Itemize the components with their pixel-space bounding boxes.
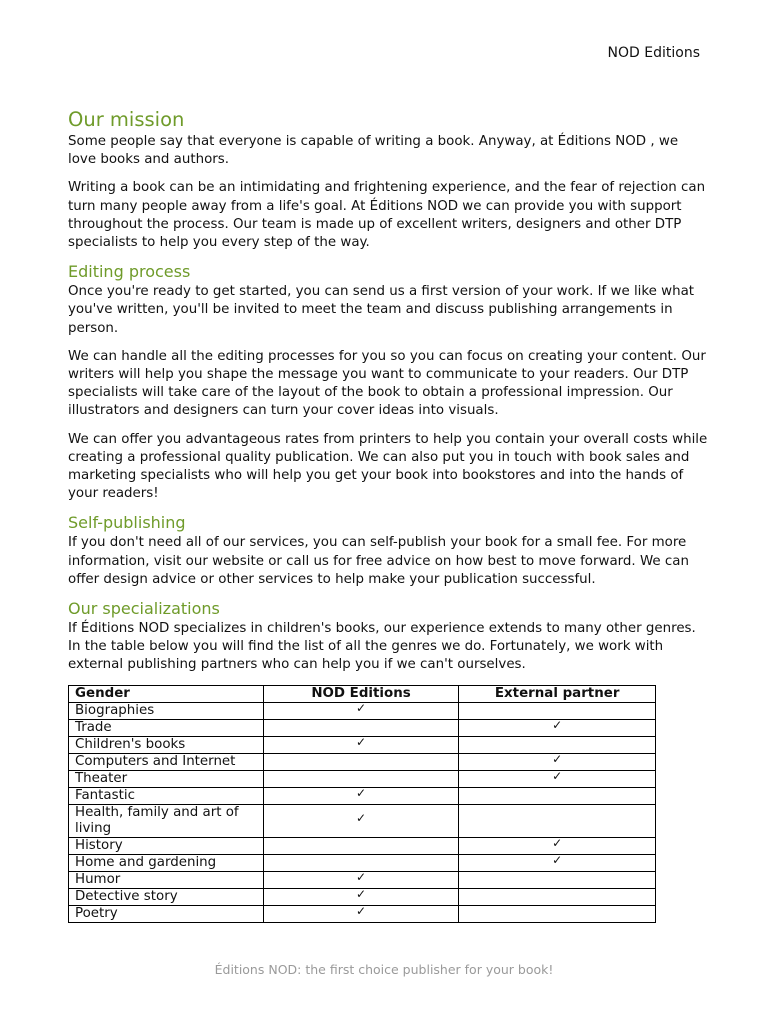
- check-icon: ✓: [552, 751, 563, 766]
- specializations-section: [68, 599, 708, 923]
- external-check-cell: [459, 804, 656, 837]
- header-gender: Gender: [69, 685, 264, 702]
- external-check-cell: [459, 719, 656, 736]
- nod-check-cell: [263, 804, 459, 837]
- check-icon: ✓: [355, 903, 367, 918]
- check-icon: ✓: [355, 734, 367, 749]
- editing-section: [68, 262, 708, 503]
- table-row: [69, 837, 656, 854]
- editing-heading: Editing process: [68, 262, 191, 282]
- external-check-cell: [459, 770, 656, 787]
- nod-check-cell: [263, 905, 459, 922]
- check-icon: ✓: [355, 810, 367, 825]
- header-external-partner: External partner: [459, 685, 656, 702]
- table-row: [69, 736, 656, 753]
- page-header: NOD Editions: [607, 45, 700, 61]
- external-check-cell: [459, 905, 656, 922]
- genre-cell: Poetry: [69, 905, 264, 922]
- self-publishing-heading: Self-publishing: [68, 513, 186, 533]
- mission-paragraph-2: Writing a book can be an intimidating and frightening experience, and the fear of rejection can turn many people away from a life's goal. At Éditions NOD we can provide you with support throughout the process. Our team is made up of excellent writers, designers and other DTP specialists to help you every step of the way.: [68, 180, 706, 251]
- external-check-cell: [459, 787, 656, 804]
- genre-cell: Humor: [69, 871, 264, 888]
- mission-heading: Our mission: [68, 108, 185, 131]
- genre-cell: Children's books: [69, 736, 264, 753]
- genre-cell: Theater: [69, 770, 264, 787]
- check-icon: ✓: [355, 869, 367, 884]
- check-icon: ✓: [355, 785, 367, 800]
- table-row: [69, 787, 656, 804]
- genre-cell: Home and gardening: [69, 854, 264, 871]
- nod-check-cell: [263, 736, 459, 753]
- page-footer: Éditions NOD: the first choice publisher for your book!: [214, 962, 554, 977]
- genre-cell: Biographies: [69, 702, 264, 719]
- genre-cell: Health, family and art of living: [69, 804, 264, 837]
- genres-table: [68, 685, 656, 923]
- check-icon: ✓: [552, 852, 563, 867]
- nod-check-cell: [263, 837, 459, 854]
- genre-cell: Detective story: [69, 888, 264, 905]
- specializations-paragraph: If Éditions NOD specializes in children's books, our experience extends to many other genres. In the table below you will find the list of all the genres we do. Fortunately, we work with external publishing partners who can help you if we can't ourselves.: [68, 621, 696, 673]
- nod-check-cell: [263, 787, 459, 804]
- external-check-cell: [459, 888, 656, 905]
- specializations-heading: Our specializations: [68, 599, 220, 619]
- table-row: [69, 753, 656, 770]
- genre-cell: History: [69, 837, 264, 854]
- table-row: [69, 804, 656, 837]
- external-check-cell: [459, 854, 656, 871]
- nod-check-cell: [263, 702, 459, 719]
- check-icon: ✓: [552, 835, 563, 850]
- editing-paragraph-3: We can offer you advantageous rates from printers to help you contain your overall costs while creating a professional quality publication. We can also put you in touch with book sales and marketing specialists who will help you get your book into bookstores and into the hands of your readers!: [68, 431, 708, 502]
- table-row: [69, 905, 656, 922]
- check-icon: ✓: [355, 886, 367, 901]
- mission-paragraph-1: Some people say that everyone is capable of writing a book. Anyway, at Éditions NOD , we love books and authors.: [68, 134, 679, 168]
- external-check-cell: [459, 871, 656, 888]
- check-icon: ✓: [552, 768, 563, 783]
- header-nod-editions: NOD Editions: [263, 685, 459, 702]
- table-row: [69, 702, 656, 719]
- self-publishing-section: [68, 513, 708, 589]
- mission-section: [68, 108, 708, 252]
- nod-check-cell: [263, 753, 459, 770]
- editing-paragraph-2: We can handle all the editing processes for you so you can focus on creating your content. Our writers will help you shape the message you want to communicate to your readers. Our DTP specialists will take care of the layout of the book to obtain a professional impression. Our illustrators and designers can turn your cover ideas into visuals.: [68, 348, 706, 419]
- editing-paragraph-1: Once you're ready to get started, you can send us a first version of your work. If we like what you've written, you'll be invited to meet the team and discuss publishing arrangements in person.: [68, 284, 695, 336]
- genre-cell: Trade: [69, 719, 264, 736]
- document-body: [68, 108, 708, 923]
- check-icon: ✓: [552, 717, 563, 732]
- genre-cell: Fantastic: [69, 787, 264, 804]
- self-publishing-paragraph: If you don't need all of our services, you can self-publish your book for a small fee. For more information, visit our website or call us for free advice on how best to move forward. We can offer design advice or other services to help make your publication successful.: [68, 535, 689, 587]
- check-icon: ✓: [355, 700, 367, 715]
- genre-cell: Computers and Internet: [69, 753, 264, 770]
